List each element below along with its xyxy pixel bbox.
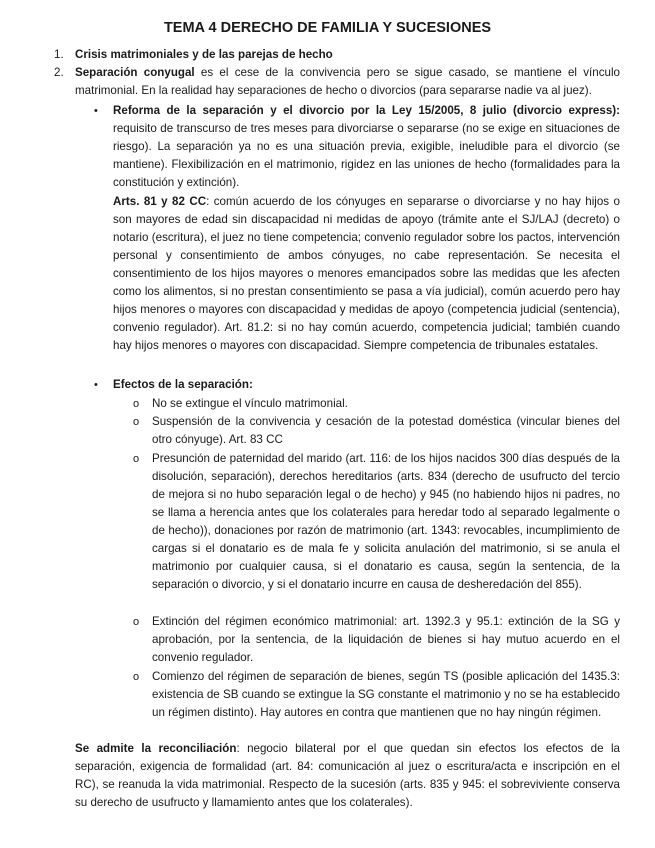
reform-paragraph [113, 102, 620, 192]
effects-heading-line [113, 376, 620, 394]
arts-heading: Arts. 81 y 82 CC [113, 195, 207, 208]
reconciliation-heading: Se admite la reconciliación [75, 742, 237, 755]
effect-marker-3: o [133, 453, 140, 465]
effect-marker-4: o [133, 616, 140, 628]
effect-marker-1: o [133, 398, 140, 410]
effect-item-2: Suspensión de la convivencia y cesación de la potestad doméstica (vincular bienes del otro cónyuge). Art. 83 CC [152, 415, 620, 446]
item-1 [75, 46, 620, 64]
page-title: TEMA 4 DERECHO DE FAMILIA Y SUCESIONES [163, 20, 492, 36]
item-2-number: 2. [54, 66, 64, 79]
effect-item-5: Comienzo del régimen de separación de bienes, según TS (posible aplicación del 1435.3: existencia de SB cuando se extingue la SG constante el matrimonio y no se ha establecido un régimen distinto). Hay autores en contra que mantienen que no hay ningún régimen. [152, 670, 620, 719]
effect-item-4: Extinción del régimen económico matrimonial: art. 1392.3 y 95.1: extinción de la SG y aprobación, por la sentencia, de la liquidación de bienes si hay mutuo acuerdo en el convenio regulador. [152, 615, 620, 664]
reconciliation-paragraph [75, 740, 620, 812]
effect-marker-2: o [133, 416, 140, 428]
item-2-text: es el cese de la convivencia pero se sigue casado, se mantiene el vínculo matrimonial. En la realidad hay separaciones de hecho o divorcios (para separarse nadie va al juez). [75, 66, 620, 97]
reform-text: requisito de transcurso de tres meses para divorciarse o separarse (no se exige en situaciones de riesgo). La separación ya no es una situación previa, exigible, ineludible para el divorcio (se mantiene). Flexibilización en el matrimonio, rigidez en las uniones de hecho (formalidades para la constitución y extinción). [113, 122, 620, 189]
item-2-heading: Separación conyugal [75, 66, 195, 79]
reform-heading: Reforma de la separación y el divorcio por la Ley 15/2005, 8 julio (divorcio express): [113, 104, 620, 117]
effect-marker-5: o [133, 671, 140, 683]
reconciliation-text: : negocio bilateral por el que quedan sin efectos los efectos de la separación, exigencia de formalidad (art. 84: comunicación al juez o escritura/acta e inscripción en el RC), se reanuda la vida matrimonial. Respecto de la sucesión (arts. 835 y 945: el sobreviviente conserva su derecho de usufructo y llamamiento antes que los colaterales). [75, 742, 620, 809]
item-1-number: 1. [54, 48, 64, 61]
effects-heading: Efectos de la separación: [113, 378, 253, 391]
item-1-heading: Crisis matrimoniales y de las parejas de hecho [75, 48, 333, 61]
arts-paragraph [113, 193, 620, 355]
item-2 [75, 64, 620, 100]
effect-item-3: Presunción de paternidad del marido (art. 116: de los hijos nacidos 300 días después de la disolución, separación), derechos hereditarios (arts. 834 (derecho de usufructo del tercio de mejora si no hubo separación legal o de hecho) y 945 (no habiendo hijos ni padres, no se llama a herencia antes que los colaterales para heredar todo al separado legalmente o de hecho)), donaciones por razón de matrimonio (art. 1343: revocables, incumplimiento de cargas si el donatario es de mala fe y solicita anulación del matrimonio, si se anula el matrimonio por cualquier causa, si el donatario es causa, según la sentencia, de la separación o divorcio, y si el donatario incurre en causa de desheredación del 855). [152, 452, 620, 591]
arts-text: : común acuerdo de los cónyuges en separarse o divorciarse y no hay hijos o son mayores de edad sin discapacidad ni medidas de apoyo (trámite ante el SJ/LAJ (decreto) o notario (escritura), el juez no tiene competencia; convenio regulador sobre los pactos, intervención personal y consentimiento de ambos cónyuges, no cabe representación. Se necesita el consentimiento de los hijos mayores o menores emancipados sobre las medidas que les afecten como los alimentos, si no prestan consentimiento se pasa a vía judicial), común acuerdo pero hay hijos menores o mayores con discapacidad y medidas de apoyo (competencia judicial (sentencia), convenio regulador). Art. 81.2: si no hay común acuerdo, competencia judicial; también cuando hay hijos menores o mayores con discapacidad. Siempre competencia de tribunales estatales. [113, 195, 620, 352]
effect-item-1: No se extingue el vínculo matrimonial. [152, 397, 348, 410]
effects-bullet-marker: • [94, 379, 98, 391]
reform-bullet-marker: • [94, 105, 98, 117]
